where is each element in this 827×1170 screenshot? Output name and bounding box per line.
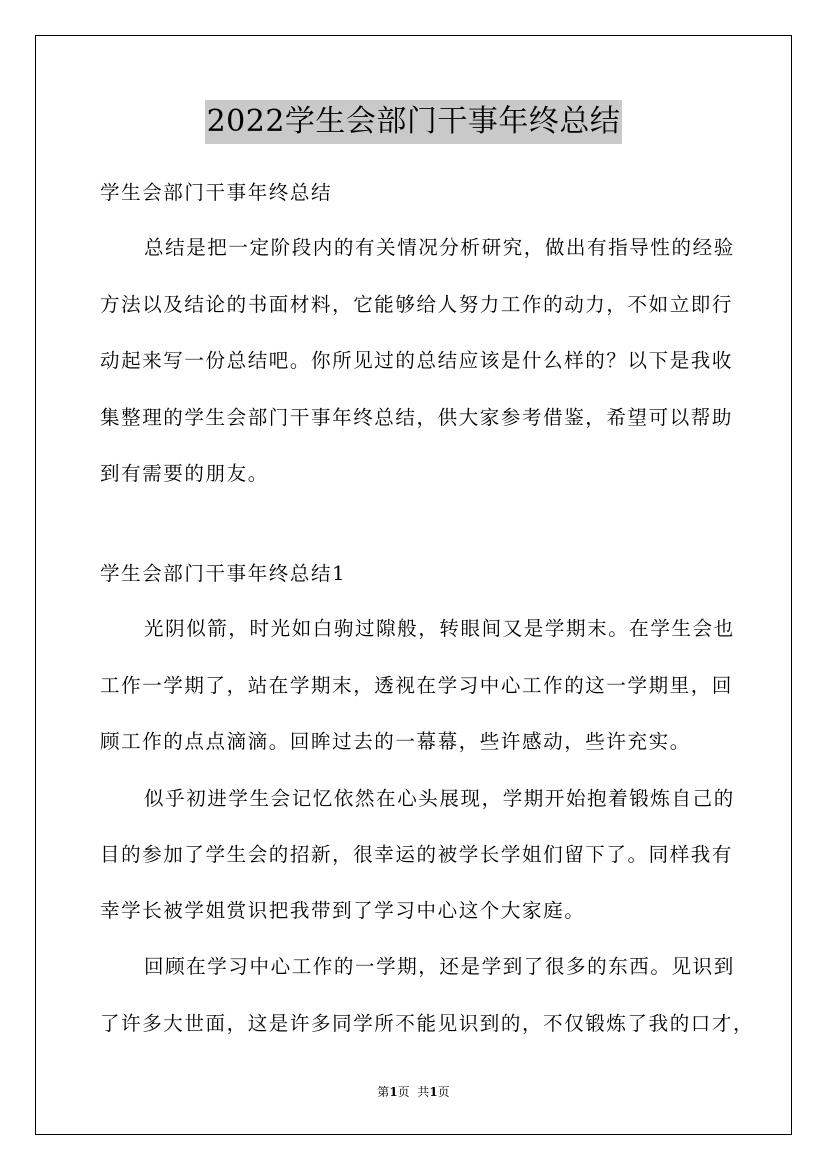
paragraph-line: 集整理的学生会部门干事年终总结，供大家参考借鉴，希望可以帮助 (100, 406, 734, 429)
paragraph-line: 到有需要的朋友。 (100, 462, 269, 485)
section-heading-1: 学生会部门干事年终总结1 (100, 562, 347, 585)
paragraph-line: 方法以及结论的书面材料，它能够给人努力工作的动力，不如立即行 (100, 293, 734, 316)
paragraph-line: 了许多大世面，这是许多同学所不能见识到的，不仅锻炼了我的口才， (100, 1012, 755, 1035)
paragraph-line: 工作一学期了，站在学期末，透视在学习中心工作的这一学期里，回 (100, 674, 734, 697)
paragraph-line: 总结是把一定阶段内的有关情况分析研究，做出有指导性的经验 (144, 236, 735, 259)
page-number-suffix: 页 (437, 1085, 450, 1099)
page-footer (0, 1084, 827, 1100)
page-number-total: 1 (429, 1085, 438, 1099)
document-title: 2022学生会部门干事年终总结 (205, 100, 623, 144)
paragraph-line: 顾工作的点点滴滴。回眸过去的一幕幕，些许感动，些许充实。 (100, 730, 691, 753)
paragraph-line: 幸学长被学姐赏识把我带到了学习中心这个大家庭。 (100, 899, 586, 922)
paragraph-line: 动起来写一份总结吧。你所见过的总结应该是什么样的？以下是我收 (100, 349, 734, 372)
paragraph-line: 回顾在学习中心工作的一学期，还是学到了很多的东西。见识到 (144, 955, 735, 978)
page-number-current: 1 (389, 1085, 398, 1099)
paragraph-line: 光阴似箭，时光如白驹过隙般，转眼间又是学期末。在学生会也 (144, 617, 735, 640)
page-number-mid: 页 共 (397, 1085, 430, 1099)
paragraph-line: 似乎初进学生会记忆依然在心头展现，学期开始抱着锻炼自己的 (144, 787, 735, 810)
paragraph-line: 目的参加了学生会的招新，很幸运的被学长学姐们留下了。同样我有 (100, 843, 734, 866)
section-heading-intro: 学生会部门干事年终总结 (100, 181, 333, 204)
title-container (0, 100, 827, 144)
page-number-prefix: 第 (377, 1085, 390, 1099)
